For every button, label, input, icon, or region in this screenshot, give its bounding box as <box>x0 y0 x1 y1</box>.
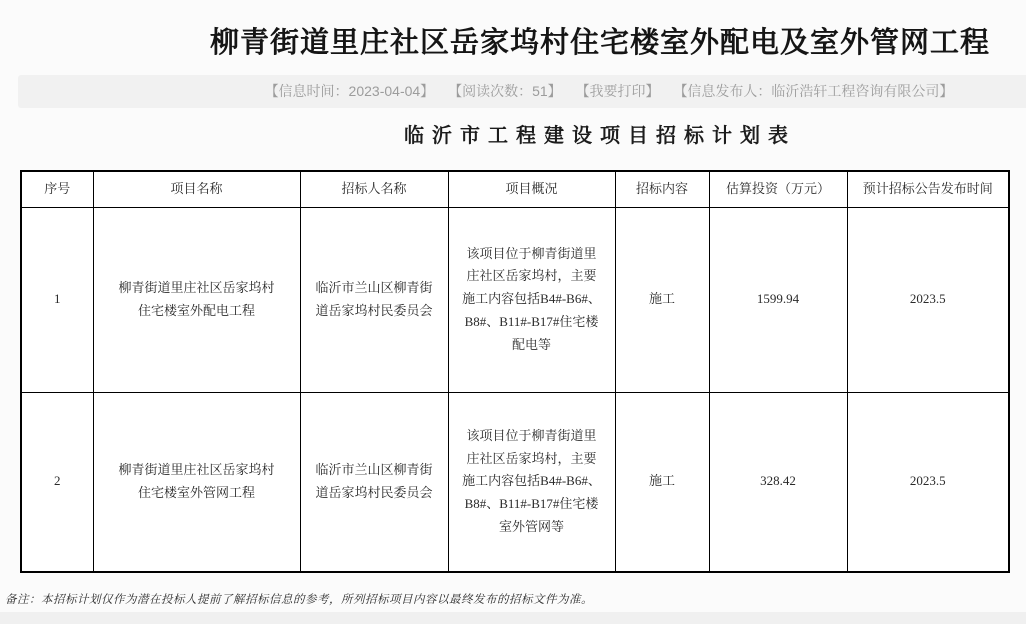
view-count-label: 【阅读次数：51】 <box>448 83 562 99</box>
cell-estimated-investment: 328.42 <box>709 392 847 572</box>
cell-project-overview: 该项目位于柳青街道里庄社区岳家坞村，主要施工内容包括B4#-B6#、B8#、B11#-B17#住宅楼配电等 <box>448 207 615 392</box>
cell-announcement-time: 2023.5 <box>847 207 1009 392</box>
table-row <box>21 392 1009 572</box>
cell-seq: 2 <box>21 392 93 572</box>
meta-bar <box>18 75 1026 108</box>
cell-project-name: 柳青街道里庄社区岳家坞村住宅楼室外管网工程 <box>93 392 300 572</box>
cell-project-overview: 该项目位于柳青街道里庄社区岳家坞村，主要施工内容包括B4#-B6#、B8#、B11#-B17#住宅楼室外管网等 <box>448 392 615 572</box>
table-row <box>21 207 1009 392</box>
header-project-name: 项目名称 <box>93 171 300 207</box>
header-bidder-name: 招标人名称 <box>300 171 448 207</box>
cell-announcement-time: 2023.5 <box>847 392 1009 572</box>
header-estimated-investment: 估算投资（万元） <box>709 171 847 207</box>
page-header <box>0 0 1026 60</box>
header-project-overview: 项目概况 <box>448 171 615 207</box>
cell-bidder-name: 临沂市兰山区柳青街道岳家坞村民委员会 <box>300 207 448 392</box>
footnote: 备注：本招标计划仅作为潜在投标人提前了解招标信息的参考，所列招标项目内容以最终发布的招标文件为准。 <box>5 594 593 606</box>
bottom-strip <box>0 612 1026 624</box>
cell-bidder-name: 临沂市兰山区柳青街道岳家坞村民委员会 <box>300 392 448 572</box>
cell-seq: 1 <box>21 207 93 392</box>
page-title: 柳青街道里庄社区岳家坞村住宅楼室外配电及室外管网工程 <box>209 27 990 59</box>
publisher-label: 【信息发布人：临沂浩轩工程咨询有限公司】 <box>673 83 954 99</box>
print-link[interactable]: 【我要打印】 <box>575 83 660 99</box>
header-bid-content: 招标内容 <box>615 171 709 207</box>
header-seq: 序号 <box>21 171 93 207</box>
tender-plan-table <box>20 170 1010 573</box>
table-header-row <box>21 171 1009 207</box>
table-title: 临沂市工程建设项目招标计划表 <box>404 125 796 147</box>
cell-bid-content: 施工 <box>615 392 709 572</box>
cell-estimated-investment: 1599.94 <box>709 207 847 392</box>
info-time-label: 【信息时间：2023-04-04】 <box>264 83 435 99</box>
header-announcement-time: 预计招标公告发布时间 <box>847 171 1009 207</box>
cell-project-name: 柳青街道里庄社区岳家坞村住宅楼室外配电工程 <box>93 207 300 392</box>
cell-bid-content: 施工 <box>615 207 709 392</box>
